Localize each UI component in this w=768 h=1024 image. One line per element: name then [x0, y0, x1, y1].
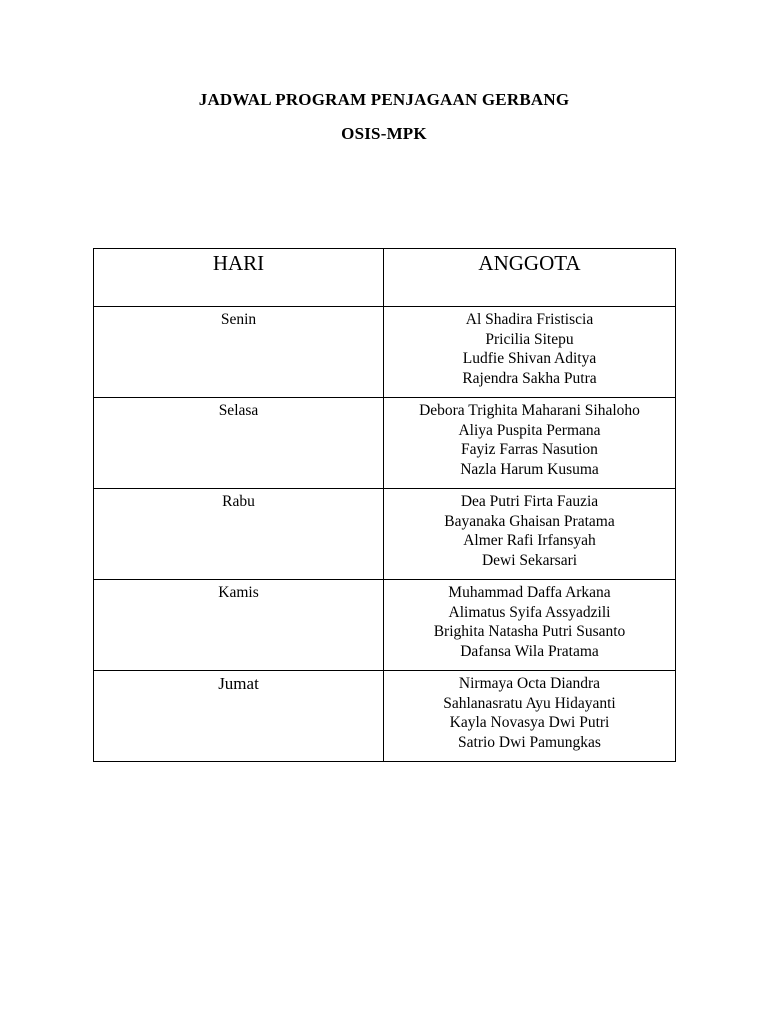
- member-name: Brighita Natasha Putri Susanto: [433, 623, 626, 640]
- member-name: Pricilia Sitepu: [485, 330, 574, 348]
- day-cell: Rabu: [94, 489, 384, 580]
- members-cell: [384, 671, 676, 762]
- member-name: Al Shadira Fristiscia: [465, 311, 594, 328]
- member-name: Satrio Dwi Pamungkas: [458, 733, 601, 751]
- member-name: Ludfie Shivan Aditya: [462, 350, 597, 367]
- member-name: Nazla Harum Kusuma: [460, 460, 599, 478]
- member-name: Dewi Sekarsari: [481, 551, 578, 569]
- member-name: Sahlanasratu Ayu Hidayanti: [443, 694, 616, 712]
- member-name: Alimatus Syifa Assyadzili: [448, 603, 611, 621]
- table-header-row: [94, 249, 676, 307]
- member-name: Kayla Novasya Dwi Putri: [449, 714, 610, 731]
- member-name: Rajendra Sakha Putra: [462, 369, 597, 387]
- day-cell: Senin: [94, 307, 384, 398]
- day-cell: Jumat: [94, 671, 384, 762]
- members-cell: [384, 489, 676, 580]
- day-cell: Selasa: [94, 398, 384, 489]
- table-row: [94, 489, 676, 580]
- member-name: Nirmaya Octa Diandra: [458, 675, 601, 692]
- member-name: Muhammad Daffa Arkana: [448, 584, 611, 601]
- document-title: JADWAL PROGRAM PENJAGAAN GERBANG: [198, 90, 570, 109]
- member-name: Almer Rafi Irfansyah: [463, 532, 596, 549]
- table-row: [94, 307, 676, 398]
- header-members: ANGGOTA: [384, 249, 676, 307]
- schedule-table: [93, 248, 676, 762]
- member-name: Bayanaka Ghaisan Pratama: [444, 512, 615, 530]
- member-name: Dafansa Wila Pratama: [460, 642, 599, 660]
- table-row: [94, 398, 676, 489]
- table-row: [94, 671, 676, 762]
- members-cell: [384, 307, 676, 398]
- member-name: Dea Putri Firta Fauzia: [460, 493, 599, 510]
- table-row: [94, 580, 676, 671]
- header-day: HARI: [94, 249, 384, 307]
- members-cell: [384, 580, 676, 671]
- document-subtitle: OSIS-MPK: [341, 124, 427, 143]
- members-cell: [384, 398, 676, 489]
- member-name: Fayiz Farras Nasution: [461, 441, 598, 458]
- member-name: Debora Trighita Maharani Sihaloho: [419, 402, 640, 419]
- day-cell: Kamis: [94, 580, 384, 671]
- member-name: Aliya Puspita Permana: [458, 421, 601, 439]
